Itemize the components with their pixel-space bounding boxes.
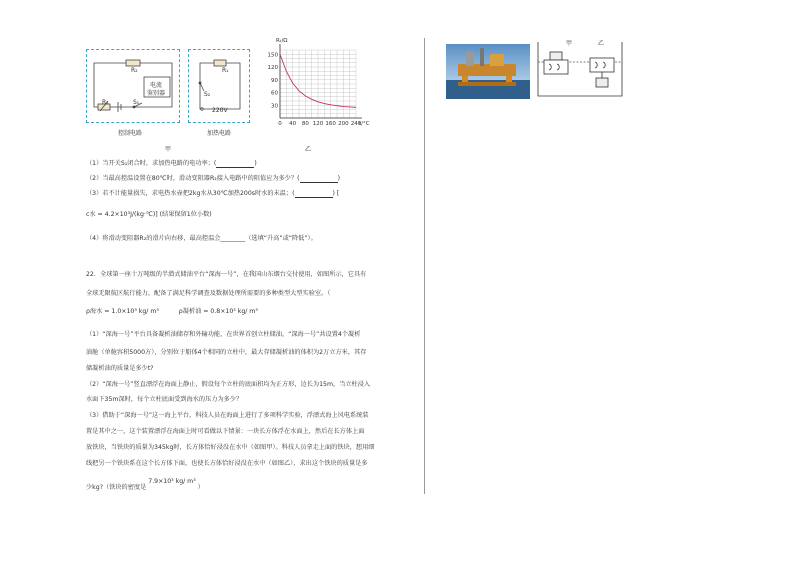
problem-22-q3-line4: 线把另一个铁块系在这个长方体下面，也使长方体恰好浸没在水中（如图乙），求出这个铁块的质量是多 (86, 460, 368, 467)
problem-22-q3-line3: 放铁块，当铁块的质量为345kg时，长方体恰好浸没在水中（如图甲）。科技人员拿走上面的铁块，想用细 (86, 444, 375, 451)
rt-temperature-chart (260, 36, 370, 136)
y-tick-label: 30 (271, 103, 278, 110)
heating-circuit-caption: 加热电路 (207, 130, 232, 137)
right-figure-yi: 乙 (598, 40, 605, 47)
voltage-label: 220V (212, 107, 228, 114)
control-circuit-diagram (86, 49, 180, 123)
problem-22-q1-line2: 油舱（单舱容积5000方），分别位于船体4个相同的立柱中，最大存储凝析油的体积为2万立方米，其存 (86, 349, 367, 356)
question-2 (86, 175, 340, 183)
y-tick-label: 150 (267, 52, 278, 59)
problem-22-q2-line2: 水面下35m深时，每个立柱底面受到海水的压力为多少？ (86, 396, 243, 403)
question-1-blank[interactable] (216, 160, 257, 168)
s1-label: S₁ (133, 99, 140, 106)
x-tick-label: 200 (338, 121, 349, 127)
question-1-text: （1）当开关S₁闭合时，求加热电路的电功率；( (86, 160, 217, 167)
x-tick-label: 120 (312, 121, 324, 127)
y-axis-label: Rₜ/Ω (276, 38, 288, 44)
question-4: （4）将滑动变阻器R₂的滑片向右移，最高控温会________（选填“升高”或“降低”）。 (86, 235, 317, 242)
density-line (86, 308, 258, 316)
question-2-end: ) (337, 175, 340, 182)
question-3 (86, 190, 339, 198)
question-1-end: ) (254, 160, 257, 167)
control-circuit-caption: 控制电路 (118, 130, 143, 137)
x-tick-label: 240 (350, 121, 362, 127)
y-tick-label: 60 (271, 90, 278, 97)
problem-22-q3-tail: 少kg?（铁块的密度是 (86, 484, 147, 491)
question-3-blank[interactable] (295, 192, 333, 198)
figure-jia-label: 甲 (165, 146, 172, 153)
question-2-blank[interactable] (300, 177, 338, 183)
right-figure-jia: 甲 (566, 40, 573, 47)
x-axis-label: t/°C (359, 121, 370, 127)
r2-label: R₂ (131, 67, 138, 74)
question-3-end: ) [ (332, 190, 340, 197)
problem-22-q3-line5 (86, 478, 204, 492)
problem-22-q2-line1: （2）“深海一号”竖直漂浮在海面上静止，假设每个立柱的底面积均为正方形，边长为15m，当立柱浸入 (86, 381, 371, 388)
y-tick-label: 120 (267, 65, 278, 71)
x-tick-label: 0 (278, 121, 282, 127)
heater-r1-label: R₁ (222, 67, 229, 74)
offshore-platform-photo (446, 44, 530, 99)
problem-22-q3-line1: （3）借助于“深海一号”这一海上平台，科技人员在海面上进行了多项科学实验，浮漂式海上风电系统装 (86, 412, 369, 419)
iron-density: 7.9×10³ kg/ m³ (148, 478, 196, 485)
question-1 (86, 160, 257, 168)
question-2-text: （2）当最高控温设置在80℃时，滑动变阻器R₂接入电路中的阻值应为多少？( (86, 175, 300, 182)
x-tick-label: 160 (325, 121, 336, 127)
y-tick-label: 90 (271, 77, 278, 84)
problem-22-q1-line1: （1）“深海一号”平台具备凝析油储存和外输功能，在世界首创立柱储油，“深海一号”共设置4个凝析 (86, 331, 361, 338)
x-tick-label: 80 (301, 121, 309, 127)
question-3-formula-line (86, 211, 212, 219)
buoyancy-diagram (536, 38, 624, 100)
question-3-text: （3）若不计能量损失，求电热水壶把2kg水从30℃加热200s时水的末温；( (86, 190, 295, 197)
seawater-density: ρ海水 = 1.0×10³ kg/ m³ (86, 308, 159, 315)
problem-22-intro-2: 全球无限航区航行能力，配备了满足科学调查及数据处理所需要的多种类型大型实验室。（ (86, 290, 331, 297)
problem-22-q3-close: ） (197, 484, 204, 491)
x-tick-label: 40 (289, 121, 297, 127)
problem-22-q3-line2: 置是其中之一，这个装置漂浮在海面上时可看做以下情景：一块长方体浮在水面上，然后在长方体上面 (86, 428, 365, 435)
problem-22-intro-1: 22．全球第一座十万吨级的半潜式储油平台“深海一号”，在我国山东烟台交付使用，如图所示，它具有 (86, 271, 367, 278)
figure-yi-label: 乙 (305, 146, 312, 153)
question-3-note: ] (结果保留1位小数) (155, 211, 212, 218)
oil-density: ρ凝析油 = 0.8×10³ kg/ m³ (178, 308, 258, 315)
specific-heat-formula: c水 = 4.2×10³J/(kg·℃) (86, 211, 156, 218)
s2-label: S₂ (204, 91, 211, 98)
column-divider (424, 38, 425, 494)
discriminator-line1: 电流 (150, 82, 163, 89)
r1-label: R₁ (102, 99, 109, 106)
discriminator-line2: 鉴别器 (147, 90, 166, 97)
problem-22-q1-line3: 储凝析油的质量是多少t? (86, 365, 154, 372)
